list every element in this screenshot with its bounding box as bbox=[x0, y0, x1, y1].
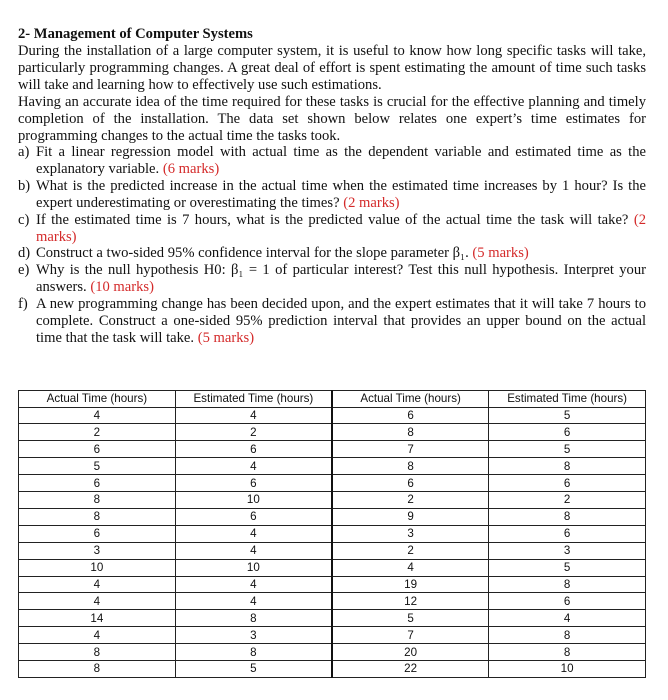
table-cell: 6 bbox=[175, 508, 332, 525]
table-row bbox=[19, 542, 646, 559]
table-cell: 6 bbox=[175, 441, 332, 458]
table-row bbox=[19, 660, 646, 677]
table-cell: 6 bbox=[489, 424, 646, 441]
table-row bbox=[19, 441, 646, 458]
table-cell: 2 bbox=[332, 492, 489, 509]
col-header-estimated-1: Estimated Time (hours) bbox=[175, 391, 332, 408]
table-cell: 2 bbox=[175, 424, 332, 441]
col-header-actual-2: Actual Time (hours) bbox=[332, 391, 489, 408]
question-letter: e) bbox=[18, 262, 30, 279]
table-cell: 6 bbox=[489, 475, 646, 492]
table-cell: 6 bbox=[19, 441, 176, 458]
table-cell: 4 bbox=[175, 542, 332, 559]
table-cell: 5 bbox=[175, 660, 332, 677]
question-marks: (5 marks) bbox=[197, 329, 255, 346]
table-row bbox=[19, 644, 646, 661]
question-a bbox=[18, 144, 646, 178]
table-cell: 9 bbox=[332, 508, 489, 525]
data-table bbox=[18, 390, 646, 678]
table-cell: 8 bbox=[19, 644, 176, 661]
question-text: Fit a linear regression model with actual time as the dependent variable and estimated time as the explanatory variable. bbox=[36, 144, 646, 177]
table-row bbox=[19, 525, 646, 542]
table-cell: 8 bbox=[489, 508, 646, 525]
table-cell: 4 bbox=[19, 576, 176, 593]
table-cell: 8 bbox=[19, 660, 176, 677]
table-cell: 5 bbox=[19, 458, 176, 475]
table-cell: 4 bbox=[175, 458, 332, 475]
question-e bbox=[18, 262, 646, 296]
section-heading: 2- Management of Computer Systems bbox=[18, 26, 253, 42]
table-row bbox=[19, 407, 646, 424]
table-cell: 4 bbox=[175, 576, 332, 593]
table-cell: 8 bbox=[489, 627, 646, 644]
table-cell: 3 bbox=[175, 627, 332, 644]
question-b bbox=[18, 178, 646, 212]
question-text: What is the predicted increase in the actual time when the estimated time increases by 1 hour? Is the expert underestimating or overestimating the times? bbox=[36, 177, 646, 211]
table-cell: 3 bbox=[332, 525, 489, 542]
table-row bbox=[19, 424, 646, 441]
question-text: Construct a two-sided 95% confidence interval for the slope parameter β₁. bbox=[36, 245, 469, 262]
table-cell: 8 bbox=[175, 610, 332, 627]
table-cell: 6 bbox=[489, 593, 646, 610]
table-row bbox=[19, 576, 646, 593]
table-cell: 5 bbox=[489, 559, 646, 576]
table-row bbox=[19, 610, 646, 627]
table-cell: 8 bbox=[489, 644, 646, 661]
question-c bbox=[18, 212, 646, 246]
table-cell: 4 bbox=[175, 525, 332, 542]
table-row bbox=[19, 458, 646, 475]
col-header-estimated-2: Estimated Time (hours) bbox=[489, 391, 646, 408]
table-row bbox=[19, 492, 646, 509]
table-cell: 14 bbox=[19, 610, 176, 627]
table-cell: 7 bbox=[332, 441, 489, 458]
table-cell: 4 bbox=[175, 407, 332, 424]
table-cell: 2 bbox=[332, 542, 489, 559]
table-cell: 20 bbox=[332, 644, 489, 661]
question-marks: (2 marks) bbox=[343, 194, 400, 211]
table-cell: 4 bbox=[19, 593, 176, 610]
table-cell: 12 bbox=[332, 593, 489, 610]
intro-text bbox=[18, 43, 646, 144]
question-marks: (10 marks) bbox=[90, 279, 154, 296]
table-cell: 8 bbox=[19, 508, 176, 525]
table-cell: 2 bbox=[19, 424, 176, 441]
table-cell: 8 bbox=[19, 492, 176, 509]
question-text: Why is the null hypothesis H0: β₁ = 1 of particular interest? Test this null hypothesis. Interpret your answers. bbox=[36, 262, 646, 296]
intro-paragraph-1: During the installation of a large computer system, it is useful to know how long specific tasks will take, particularly programming changes. A great deal of effort is spent estimating the amount of time such tasks will take and learning how to effectively use such estimations. bbox=[18, 43, 646, 93]
table-cell: 19 bbox=[332, 576, 489, 593]
table-cell: 22 bbox=[332, 660, 489, 677]
table-cell: 8 bbox=[175, 644, 332, 661]
table-cell: 5 bbox=[332, 610, 489, 627]
question-f bbox=[18, 296, 646, 347]
table-cell: 6 bbox=[175, 475, 332, 492]
question-letter: f) bbox=[18, 296, 28, 313]
table-row bbox=[19, 508, 646, 525]
question-letter: b) bbox=[18, 177, 31, 194]
question-letter: c) bbox=[18, 211, 30, 228]
table-cell: 2 bbox=[489, 492, 646, 509]
question-text: A new programming change has been decided upon, and the expert estimates that it will take 7 hours to complete. Construct a one-sided 95% prediction interval that provides an upper bound on the actual time that the task will take. bbox=[36, 296, 646, 346]
table-cell: 4 bbox=[19, 407, 176, 424]
table-cell: 6 bbox=[19, 475, 176, 492]
question-text: If the estimated time is 7 hours, what is the predicted value of the actual time the task will take? bbox=[36, 211, 629, 228]
intro-paragraph-2: Having an accurate idea of the time required for these tasks is crucial for the effective planning and timely completion of the installation. The data set shown below relates one expert’s time estimates for programming changes to the actual time the tasks took. bbox=[18, 93, 646, 144]
table-row bbox=[19, 593, 646, 610]
table-cell: 8 bbox=[332, 458, 489, 475]
table-cell: 8 bbox=[332, 424, 489, 441]
table-cell: 4 bbox=[332, 559, 489, 576]
table-cell: 4 bbox=[175, 593, 332, 610]
table-row bbox=[19, 627, 646, 644]
table-body bbox=[19, 407, 646, 677]
table-cell: 4 bbox=[489, 610, 646, 627]
table-cell: 5 bbox=[489, 407, 646, 424]
table-cell: 6 bbox=[332, 475, 489, 492]
table-cell: 8 bbox=[489, 576, 646, 593]
table-cell: 8 bbox=[489, 458, 646, 475]
table-header-row bbox=[19, 391, 646, 408]
table-cell: 6 bbox=[489, 525, 646, 542]
col-header-actual-1: Actual Time (hours) bbox=[19, 391, 176, 408]
table-row bbox=[19, 559, 646, 576]
question-marks: (6 marks) bbox=[162, 160, 220, 177]
table-cell: 10 bbox=[19, 559, 176, 576]
question-marks: (2 marks) bbox=[36, 211, 646, 245]
table-cell: 5 bbox=[489, 441, 646, 458]
table-cell: 10 bbox=[175, 492, 332, 509]
table-cell: 6 bbox=[19, 525, 176, 542]
table-row bbox=[19, 475, 646, 492]
question-list bbox=[18, 144, 646, 347]
table-cell: 3 bbox=[19, 542, 176, 559]
question-d bbox=[18, 245, 646, 262]
question-letter: a) bbox=[18, 144, 30, 160]
table-cell: 4 bbox=[19, 627, 176, 644]
question-letter: d) bbox=[18, 245, 31, 262]
table-cell: 7 bbox=[332, 627, 489, 644]
table-cell: 10 bbox=[175, 559, 332, 576]
table-cell: 6 bbox=[332, 407, 489, 424]
question-marks: (5 marks) bbox=[472, 245, 529, 262]
table-cell: 10 bbox=[489, 660, 646, 677]
table-cell: 3 bbox=[489, 542, 646, 559]
